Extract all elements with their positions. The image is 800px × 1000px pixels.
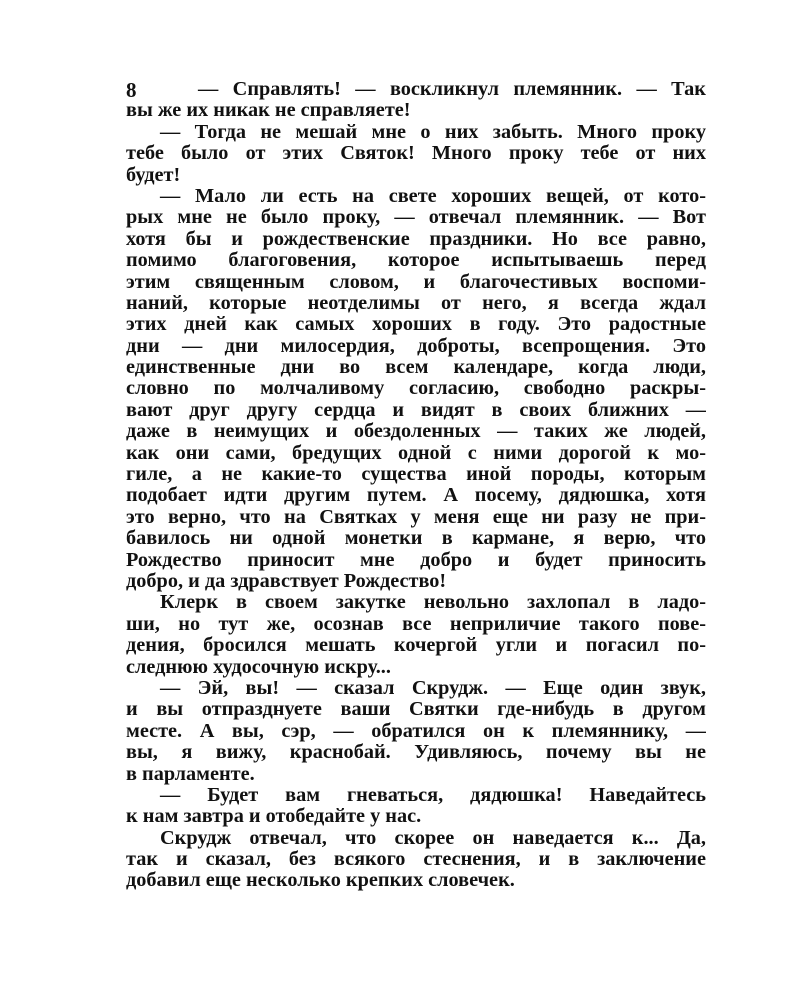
text-line: — Эй, вы! — сказал Скрудж. — Еще один звук, [160,677,706,699]
text-line: — Тогда не мешай мне о них забыть. Много проку [160,121,706,143]
paragraph [126,186,706,592]
page-number: 8 [126,78,137,102]
text-line: следнюю худосочную искру... [126,656,391,678]
text-line: этих дней как самых хороших в году. Это радостные [126,314,706,336]
text-line: это верно, что на Святках у меня еще ни разу не при- [126,506,706,528]
text-line: дения, бросился мешать кочергой угли и погасил по- [126,635,706,657]
paragraph [126,79,706,122]
text-line: словно по молчаливому согласию, свободно раскры- [126,378,706,400]
text-line: даже в неимущих и обездоленных — таких же людей, [126,421,706,443]
text-line: единственные дни во всем календаре, когда люди, [126,357,706,379]
paragraph [126,828,706,892]
text-line: дни — дни милосердия, доброты, всепрощения. Это [126,335,706,357]
text-line: подобает идти другим путем. А посему, дядюшка, хотя [126,485,706,507]
text-line: бавилось ни одной монетки в кармане, я верю, что [126,528,706,550]
text-line: Клерк в своем закутке невольно захлопал в ладо- [160,592,706,614]
text-line: — Будет вам гневаться, дядюшка! Наведайтесь [160,784,706,806]
text-line: к нам завтра и отобедайте у нас. [126,806,422,828]
text-line: рых мне не было проку, — отвечал племянник. — Вот [126,207,706,229]
text-line: Скрудж отвечал, что скорее он наведается к... Да, [160,827,706,849]
text-line: — Справлять! — воскликнул племянник. — Так [198,79,706,100]
text-line: хотя бы и рождественские праздники. Но все равно, [126,228,706,250]
text-line: наний, которые неотделимы от него, я всегда ждал [126,292,706,314]
text-line: Рождество приносит мне добро и будет приносить [126,549,706,571]
text-line: как они сами, бредущих одной с ними дорогой к мо- [126,442,706,464]
text-line: в парламенте. [126,763,255,785]
text-line: и вы отпразднуете ваши Святки где-нибудь в другом [126,699,706,721]
text-line: так и сказал, без всякого стеснения, и в заключение [126,849,706,871]
paragraph [126,678,706,785]
paragraph [126,592,706,678]
body-text [126,79,706,892]
text-line: вают друг другу сердца и видят в своих ближних — [126,399,706,421]
text-line: ши, но тут же, осознав все неприличие такого пове- [126,613,706,635]
text-line: добро, и да здравствует Рождество! [126,570,447,592]
paragraph [126,122,706,186]
text-line: вы же их никак не справляете! [126,100,411,122]
text-line: будет! [126,164,181,186]
paragraph [126,785,706,828]
text-line: месте. А вы, сэр, — обратился он к племяннику, — [126,720,706,742]
text-line: гиле, а не какие-то существа иной породы, которым [126,464,706,486]
text-line: этим священным словом, и благочестивых воспоми- [126,271,706,293]
text-line: тебе было от этих Святок! Много проку тебе от них [126,143,706,165]
text-line: вы, я вижу, краснобай. Удивляюсь, почему вы не [126,742,706,764]
text-line: помимо благоговения, которое испытываешь перед [126,250,706,272]
text-line: добавил еще несколько крепких словечек. [126,870,515,892]
text-line: — Мало ли есть на свете хороших вещей, от кото- [160,185,706,207]
